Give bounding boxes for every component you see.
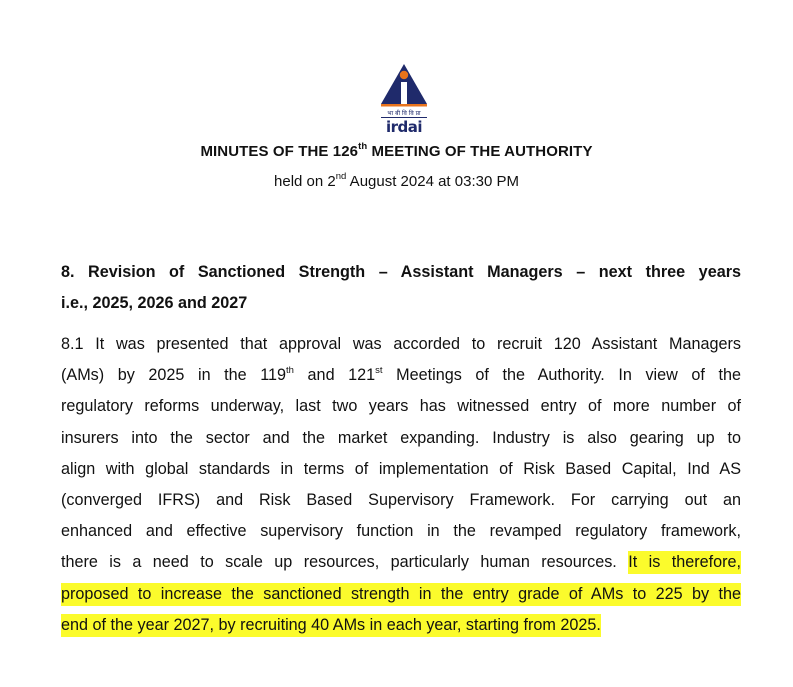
section-heading: 8. Revision of Sanctioned Strength – Assistant Managers – next three years i.e., 2025, 2026 and 2027 bbox=[61, 263, 741, 312]
document-title: MINUTES OF THE 126th MEETING OF THE AUTHORITY bbox=[200, 141, 593, 160]
paragraph-8-1 bbox=[61, 329, 741, 641]
para-line: regulatory reforms underway, last two years has witnessed entry of more number of bbox=[61, 397, 741, 416]
para-line bbox=[61, 610, 741, 641]
meeting-date: held on 2nd August 2024 at 03:30 PM bbox=[274, 171, 519, 190]
para-line: insurers into the sector and the market expanding. Industry is also gearing up to bbox=[61, 428, 741, 447]
highlighted-text: It is therefore, bbox=[628, 551, 741, 574]
logo-hindi-text: भा बी वि वि प्रा bbox=[387, 110, 421, 117]
para-line: there is a need to scale up resources, particularly human resources. It is therefore, bbox=[61, 547, 741, 578]
logo-wordmark: irdai bbox=[385, 118, 423, 136]
highlighted-text: proposed to increase the sanctioned strength in the entry grade of AMs to 225 by the bbox=[61, 583, 741, 606]
para-line: (AMs) by 2025 in the 119th and 121st Meetings of the Authority. In view of the bbox=[61, 364, 741, 385]
para-line: align with global standards in terms of implementation of Risk Based Capital, Ind AS bbox=[61, 459, 741, 478]
para-line: 8.1 It was presented that approval was accorded to recruit 120 Assistant Managers bbox=[61, 335, 741, 353]
para-line bbox=[61, 579, 741, 610]
para-line: (converged IFRS) and Risk Based Supervisory Framework. For carrying out an bbox=[61, 490, 741, 509]
irdai-logo bbox=[373, 62, 435, 136]
highlighted-text: end of the year 2027, by recruiting 40 AMs in each year, starting from 2025. bbox=[61, 614, 601, 637]
para-line: enhanced and effective supervisory function in the revamped regulatory framework, bbox=[61, 522, 741, 541]
